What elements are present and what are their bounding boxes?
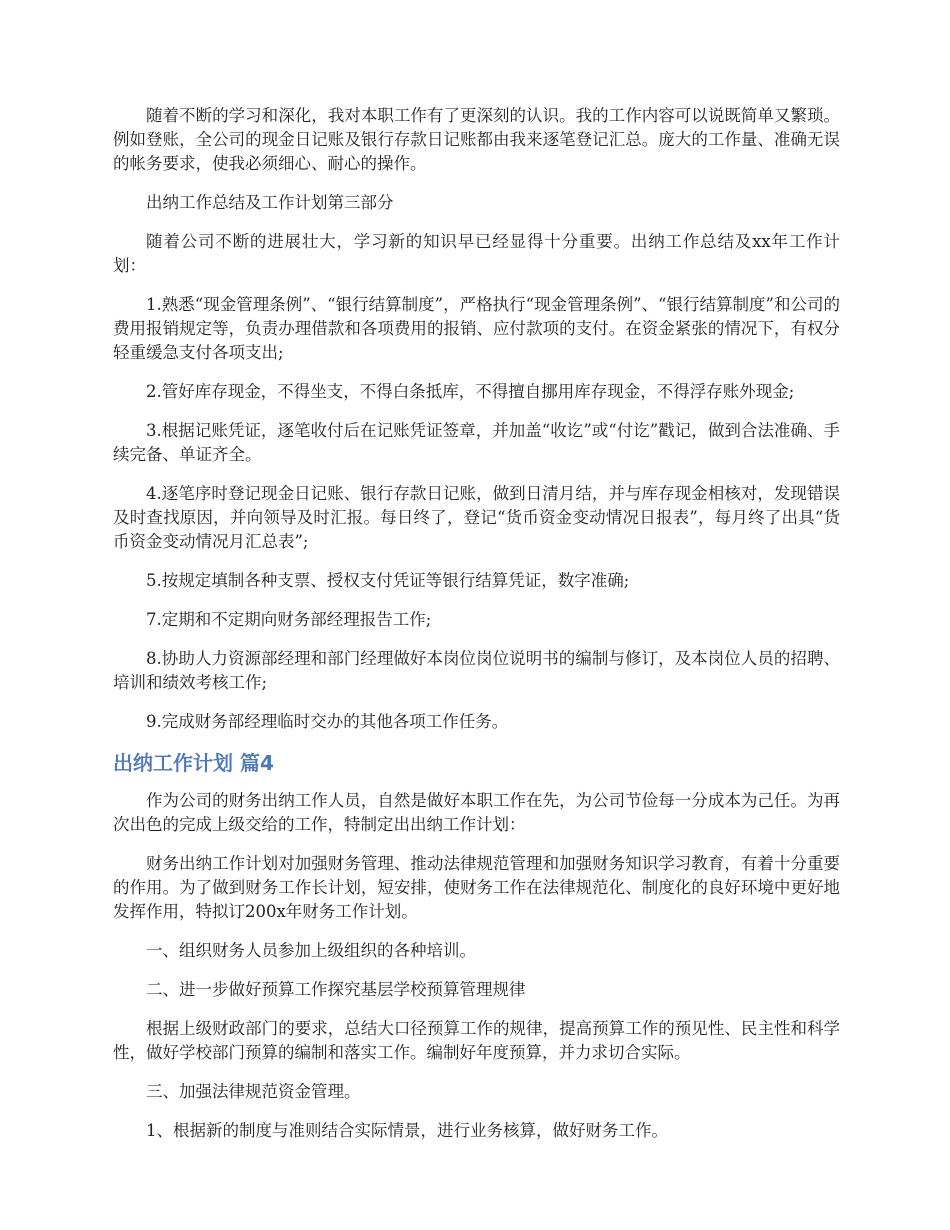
list-item: 7.定期和不定期向财务部经理报告工作; [146,610,432,629]
paragraph: 出纳工作总结及工作计划第三部分 [146,193,394,212]
paragraph: 一、组织财务人员参加上级组织的各种培训。 [146,941,476,960]
list-item: 5.按规定填制各种支票、授权支付凭证等银行结算凭证，数字准确; [146,571,630,590]
list-item: 3.根据记账凭证，逐笔收付后在记账凭证签章，并加盖“收讫”或“付讫”戳记，做到合法准确、手续完备、单证齐全。 [113,421,840,464]
paragraph: 作为公司的财务出纳工作人员，自然是做好本职工作在先，为公司节俭每一分成本为己任。为再次出色的完成上级交给的工作，特制定出出纳工作计划： [113,791,840,834]
list-item: 9.完成财务部经理临时交办的其他各项工作任务。 [146,712,509,731]
list-item: 1.熟悉“现金管理条例”、“银行结算制度”，严格执行“现金管理条例”、“银行结算制度”和公司的费用报销规定等，负责办理借款和各项费用的报销、应付款项的支付。在资金紧张的情况下，有权分轻重缓急支付各项支出; [113,295,840,362]
paragraph: 三、加强法律规范资金管理。 [146,1082,361,1101]
paragraph: 二、进一步做好预算工作探究基层学校预算管理规律 [146,980,526,999]
list-item: 8.协助人力资源部经理和部门经理做好本岗位岗位说明书的编制与修订，及本岗位人员的招聘、培训和绩效考核工作; [113,649,840,692]
paragraph: 1、根据新的制度与准则结合实际情景，进行业务核算，做好财务工作。 [146,1121,668,1140]
paragraph: 随着不断的学习和深化，我对本职工作有了更深刻的认识。我的工作内容可以说既简单又繁琐。例如登账，全公司的现金日记账及银行存款日记账都由我来逐笔登记汇总。庞大的工作量、准确无误的帐务要求，使我必须细心、耐心的操作。 [113,106,840,173]
paragraph: 财务出纳工作计划对加强财务管理、推动法律规范管理和加强财务知识学习教育，有着十分重要的作用。为了做到财务工作长计划，短安排，使财务工作在法律规范化、制度化的良好环境中更好地发挥作用，特拟订200x年财务工作计划。 [113,854,840,921]
paragraph: 随着公司不断的进展壮大，学习新的知识早已经显得十分重要。出纳工作总结及xx年工作计划： [113,232,840,275]
section-heading: 出纳工作计划 篇4 [113,751,274,775]
document-page [113,104,840,1158]
list-item: 2.管好库存现金，不得坐支，不得白条抵库，不得擅自挪用库存现金，不得浮存账外现金; [146,382,795,401]
list-item: 4.逐笔序时登记现金日记账、银行存款日记账，做到日清月结，并与库存现金相核对，发现错误及时查找原因，并向领导及时汇报。每日终了，登记“货币资金变动情况日报表”，每月终了出具“货币资金变动情况月汇总表”; [113,484,840,551]
paragraph: 根据上级财政部门的要求，总结大口径预算工作的规律，提高预算工作的预见性、民主性和科学性，做好学校部门预算的编制和落实工作。编制好年度预算，并力求切合实际。 [113,1019,840,1062]
